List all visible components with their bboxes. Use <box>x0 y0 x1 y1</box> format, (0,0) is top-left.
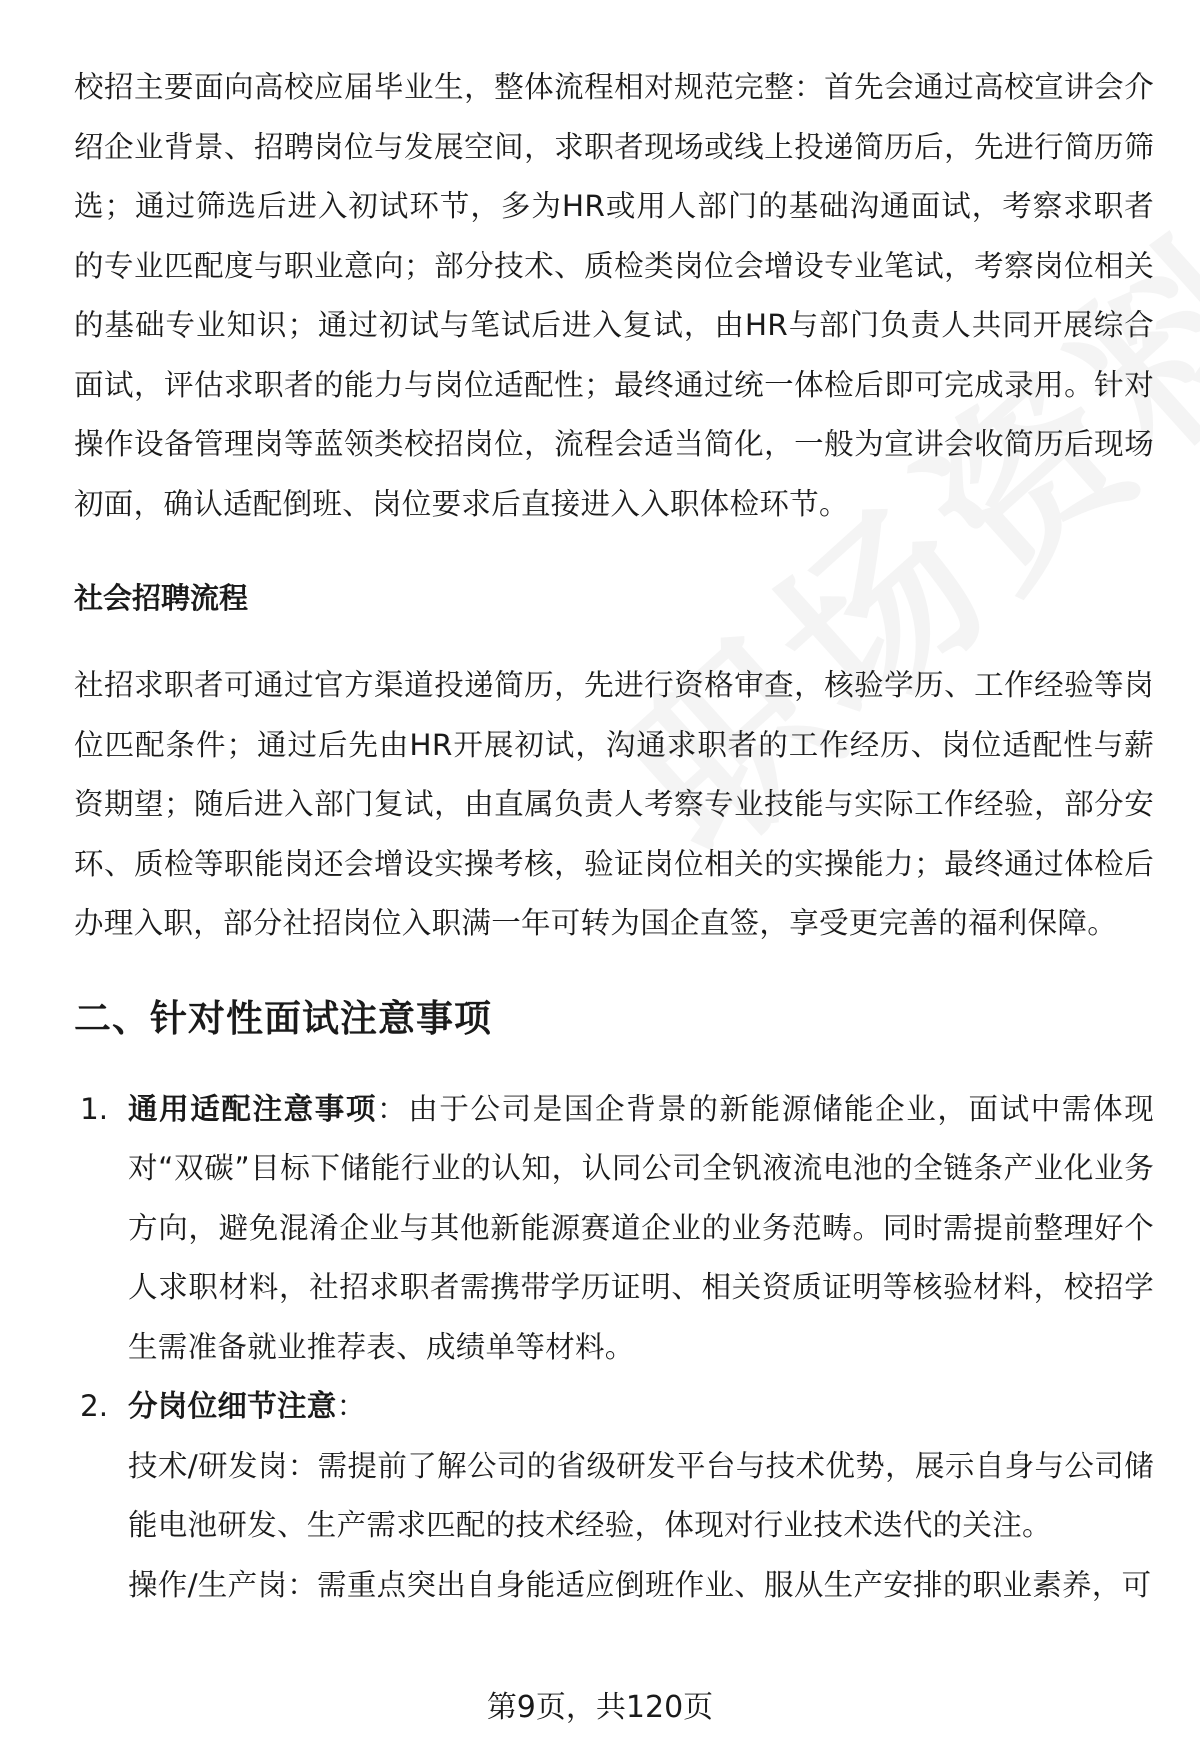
list-item-separator: ： <box>336 1389 367 1423</box>
list-subitem: 技术/研发岗：需提前了解公司的省级研发平台与技术优势，展示自身与公司储能电池研发、生产需求匹配的技术经验，体现对行业技术迭代的关注。 <box>128 1448 1154 1542</box>
list-item-separator: ： <box>377 1091 409 1126</box>
list-item <box>74 1377 1154 1615</box>
list-item-text <box>128 1377 1154 1437</box>
list-number: 1. <box>80 1091 109 1126</box>
list-item <box>74 1080 1154 1378</box>
list-subitem: 操作/生产岗：需重点突出自身能适应倒班作业、服从生产安排的职业素养，可 <box>128 1567 1152 1602</box>
list-item-label: 通用适配注意事项 <box>128 1091 378 1126</box>
social-recruitment-paragraph: 社招求职者可通过官方渠道投递简历，先进行资格审查，核验学历、工作经验等岗位匹配条件；通过后先由HR开展初试，沟通求职者的工作经历、岗位适配性与薪资期望；随后进入部门复试，由直属负责人考察专业技能与实际工作经验，部分安环、质检等职能岗还会增设实操考核，验证岗位相关的实操能力；最终通过体检后办理入职，部分社招岗位入职满一年可转为国企直签，享受更完善的福利保障。 <box>74 668 1154 940</box>
list-item-text <box>128 1080 1154 1378</box>
list-item-label: 分岗位细节注意 <box>128 1389 337 1423</box>
document-page <box>74 58 1154 1615</box>
list-number: 2. <box>80 1389 109 1423</box>
list-item-body: 由于公司是国企背景的新能源储能企业，面试中需体现对“双碳”目标下储能行业的认知，认同公司全钒液流电池的全链条产业化业务方向，避免混淆企业与其他新能源赛道企业的业务范畴。同时需提前整理好个人求职材料，社招求职者需携带学历证明、相关资质证明等核验材料，校招学生需准备就业推荐表、成绩单等材料。 <box>128 1091 1154 1364</box>
intro-paragraph: 校招主要面向高校应届毕业生，整体流程相对规范完整：首先会通过高校宣讲会介绍企业背景、招聘岗位与发展空间，求职者现场或线上投递简历后，先进行简历筛选；通过筛选后进入初试环节，多为HR或用人部门的基础沟通面试，考察求职者的专业匹配度与职业意向；部分技术、质检类岗位会增设专业笔试，考察岗位相关的基础专业知识；通过初试与笔试后进入复试，由HR与部门负责人共同开展综合面试，评估求职者的能力与岗位适配性；最终通过统一体检后即可完成录用。针对操作设备管理岗等蓝领类校招岗位，流程会适当简化，一般为宣讲会收简历后现场初面，确认适配倒班、岗位要求后直接进入入职体检环节。 <box>74 70 1154 521</box>
section-two-heading: 二、针对性面试注意事项 <box>74 996 492 1040</box>
page-footer: 第9页，共120页 <box>486 1690 714 1725</box>
social-recruitment-heading: 社会招聘流程 <box>74 581 249 615</box>
